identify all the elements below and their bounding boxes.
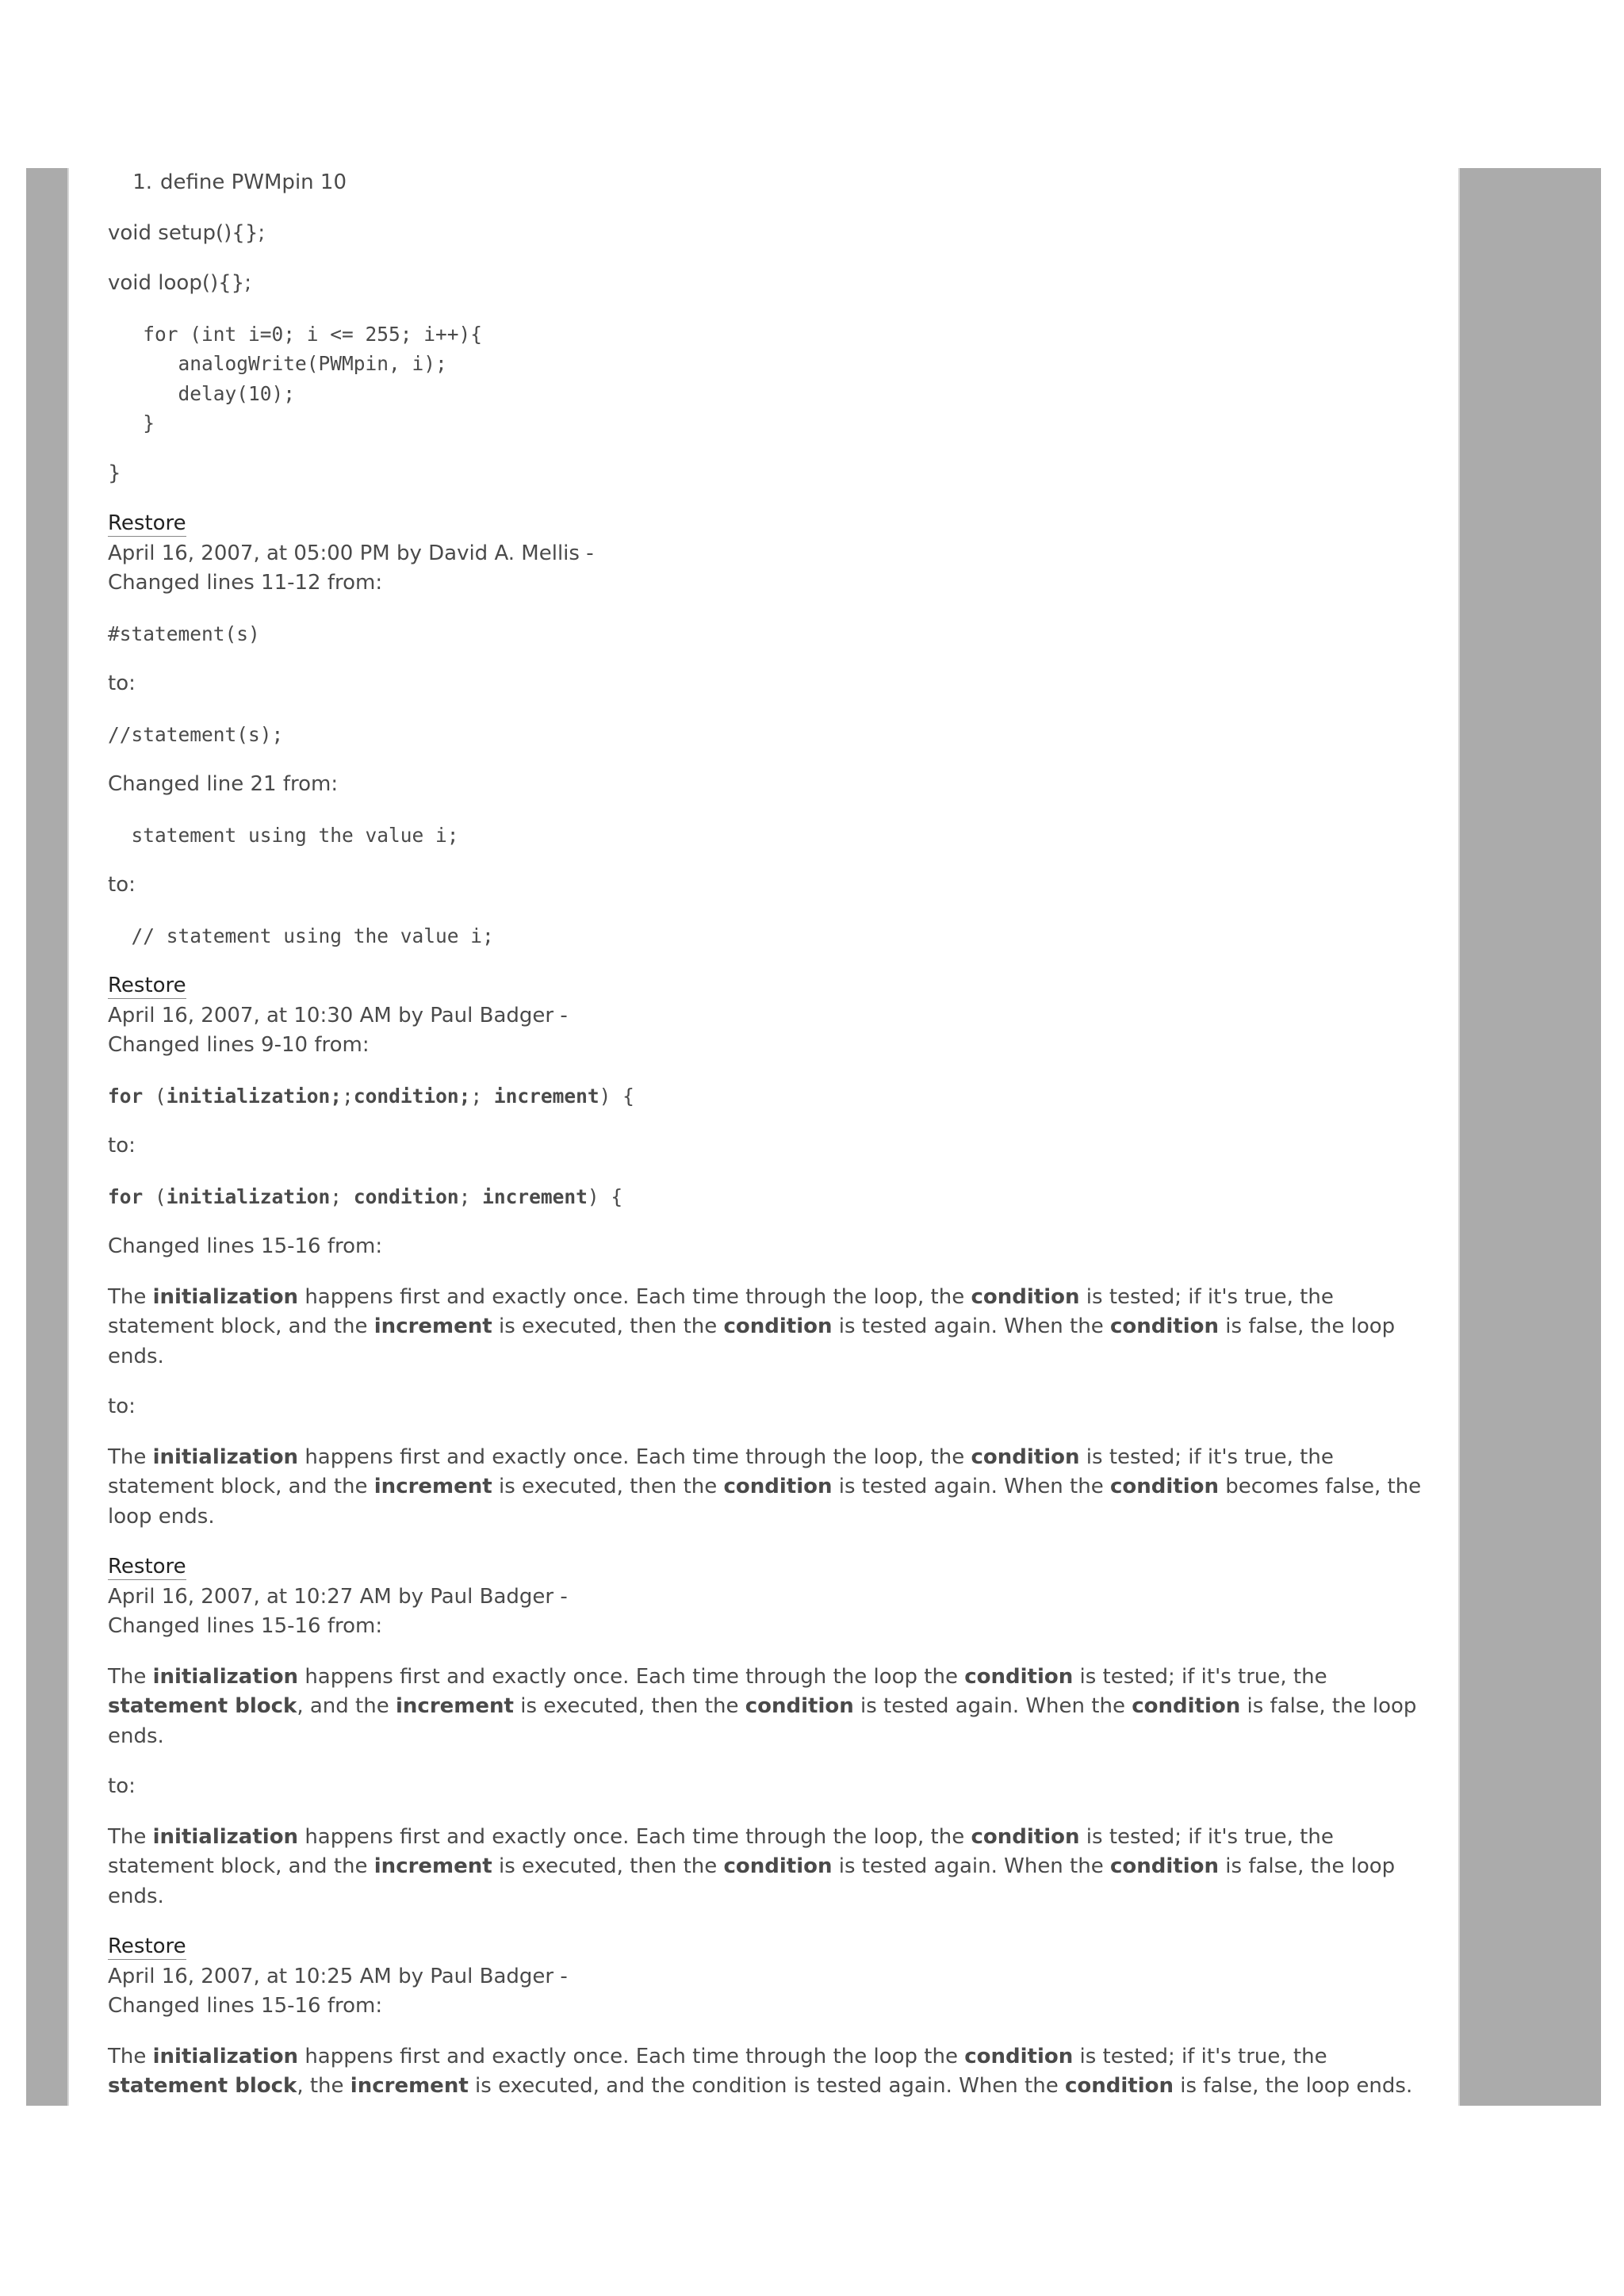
to-label: to: [108,873,136,897]
diff-to-code: for (initialization; condition; increment) { [108,1184,623,1208]
revision-meta: April 16, 2007, at 10:27 AM by Paul Badger - [108,1584,568,1609]
change-heading: Changed lines 9-10 from: [108,1033,370,1057]
to-label: to: [108,1395,136,1418]
revision-header [108,1932,1424,2022]
diff-to-code: //statement(s); [108,722,284,746]
diff-to-text: The initialization happens first and exactly once. Each time through the loop, the condition is tested; if it's true, the statement block, and the increment is executed, then the condition is tested again. When the condition becomes false, the loop ends. [108,1445,1422,1529]
change-heading: Changed lines 15-16 from: [108,1994,383,2018]
revision-meta: April 16, 2007, at 10:25 AM by Paul Badger - [108,1964,568,1988]
left-gutter-bar [26,168,69,2106]
revision-meta: April 16, 2007, at 05:00 PM by David A. Mellis - [108,541,594,565]
revision-header [108,1552,1424,1642]
revision-header [108,971,1424,1061]
closing-brace: } [108,461,121,485]
diff-to-text: The initialization happens first and exactly once. Each time through the loop, the condition is tested; if it's true, the statement block, and the increment is executed, then the condition is tested again. When the condition is false, the loop ends. [108,1824,1396,1908]
loop-line: void loop(){}; [108,271,251,295]
diff-from-code: for (initialization;;condition;; increment) { [108,1084,634,1108]
restore-link[interactable]: Restore [108,511,186,535]
diff-from-code: #statement(s) [108,622,260,645]
page-history-content [108,168,1424,2122]
restore-link[interactable]: Restore [108,1934,186,1958]
revision-meta: April 16, 2007, at 10:30 AM by Paul Badger - [108,1003,568,1027]
right-gutter-bar [1458,168,1601,2106]
revision-header [108,509,1424,599]
list-number: 1. [132,170,152,194]
diff-from-text: The initialization happens first and exactly once. Each time through the loop the condition is tested; if it's true, the statement block, and the increment is executed, then the condition is tested again. When the condition is false, the loop ends. [108,1664,1417,1748]
diff-from-code: statement using the value i; [108,823,459,847]
diff-from-text: The initialization happens first and exactly once. Each time through the loop the condition is tested; if it's true, the statement block, the increment is executed, and the condition is tested again. When the condition is false, the loop ends. [108,2044,1413,2098]
diff-from-text: The initialization happens first and exactly once. Each time through the loop, the condition is tested; if it's true, the statement block, and the increment is executed, then the condition is tested again. When the condition is false, the loop ends. [108,1284,1396,1368]
setup-line: void setup(){}; [108,220,266,245]
restore-link[interactable]: Restore [108,1555,186,1578]
change-heading: Changed line 21 from: [108,772,339,796]
list-item [108,168,1424,198]
change-heading: Changed lines 11-12 from: [108,571,383,595]
to-label: to: [108,1134,136,1158]
change-heading: Changed lines 15-16 from: [108,1614,383,1638]
list-text: define PWMpin 10 [160,170,347,194]
to-label: to: [108,672,136,695]
diff-to-code: // statement using the value i; [108,924,494,947]
restore-link[interactable]: Restore [108,974,186,997]
code-block: for (int i=0; i <= 255; i++){ analogWrite(PWMpin, i); delay(10); } [143,322,483,434]
change-heading: Changed lines 15-16 from: [108,1234,383,1258]
to-label: to: [108,1774,136,1798]
